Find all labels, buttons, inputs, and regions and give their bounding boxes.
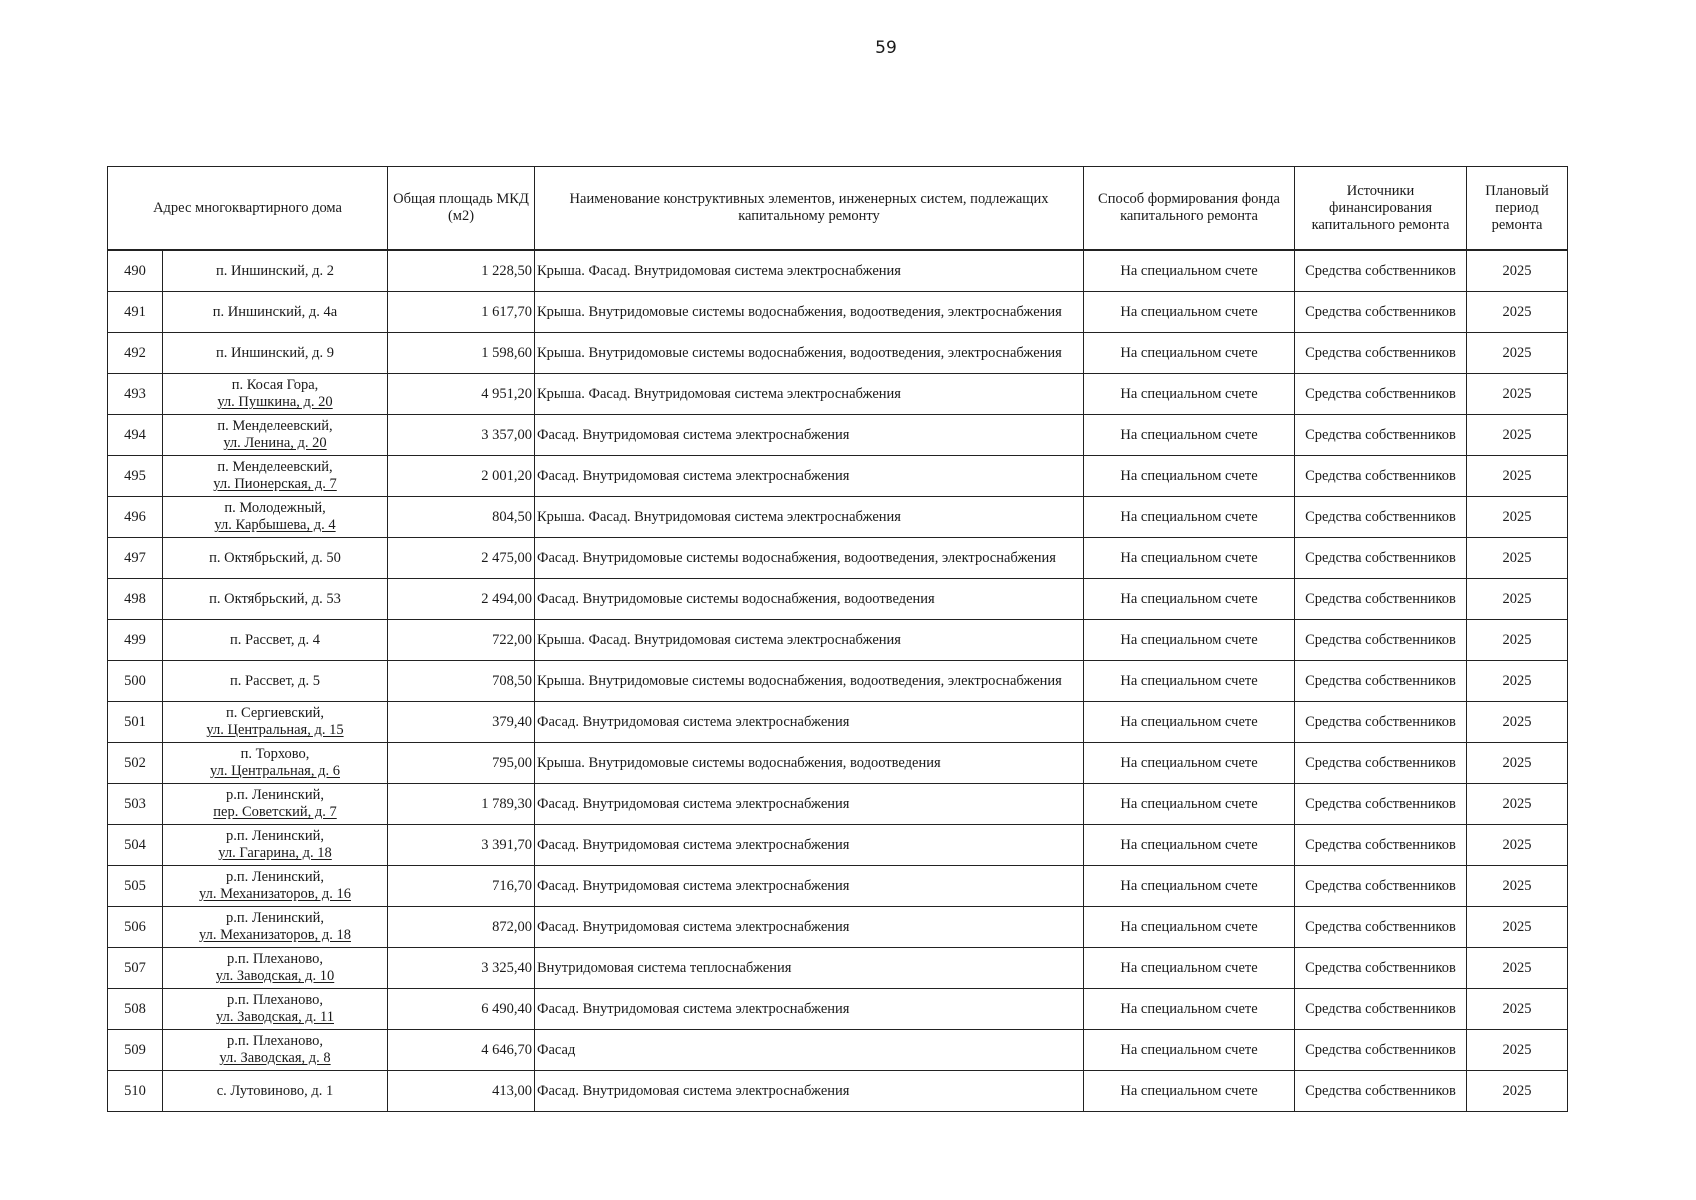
address-line-1: п. Иншинский, д. 9 [215, 344, 335, 361]
elements-cell [535, 456, 1084, 497]
period-cell: 2025 [1467, 456, 1568, 497]
method-cell: На специальном счете [1084, 497, 1295, 538]
area-cell: 3 325,40 [388, 948, 535, 989]
address-line-1: р.п. Ленинский, [226, 869, 324, 885]
elements-cell [535, 702, 1084, 743]
area-cell: 2 001,20 [388, 456, 535, 497]
source-cell: Средства собственников [1295, 250, 1467, 292]
area-cell: 379,40 [388, 702, 535, 743]
period-cell: 2025 [1467, 415, 1568, 456]
row-number: 496 [108, 497, 163, 538]
area-cell: 3 391,70 [388, 825, 535, 866]
area-cell: 1 617,70 [388, 292, 535, 333]
method-cell: На специальном счете [1084, 661, 1295, 702]
period-cell: 2025 [1467, 907, 1568, 948]
address-line-2: ул. Ленина, д. 20 [223, 435, 327, 451]
row-number: 501 [108, 702, 163, 743]
elements-text: Фасад. Внутридомовая система электроснабжения [537, 713, 850, 730]
elements-text: Фасад. Внутридомовая система электроснабжения [537, 1082, 850, 1099]
elements-text: Фасад. Внутридомовая система электроснабжения [537, 836, 850, 853]
elements-text: Крыша. Внутридомовые системы водоснабжения, водоотведения, электроснабжения [537, 303, 1062, 320]
address-line-1: п. Иншинский, д. 4а [212, 303, 338, 320]
address-cell [163, 743, 388, 784]
address-line-2: ул. Механизаторов, д. 18 [199, 927, 351, 943]
table-row [108, 825, 1568, 866]
address-cell [163, 374, 388, 415]
address-line-2: ул. Механизаторов, д. 16 [199, 886, 351, 902]
row-number: 502 [108, 743, 163, 784]
elements-cell [535, 579, 1084, 620]
row-number: 505 [108, 866, 163, 907]
address-line-1: п. Торхово, [240, 746, 310, 762]
source-cell: Средства собственников [1295, 784, 1467, 825]
table-row [108, 292, 1568, 333]
area-cell: 413,00 [388, 1071, 535, 1112]
area-cell: 2 494,00 [388, 579, 535, 620]
elements-cell [535, 907, 1084, 948]
address-line-2: ул. Пионерская, д. 7 [213, 476, 337, 492]
period-cell: 2025 [1467, 661, 1568, 702]
row-number: 504 [108, 825, 163, 866]
row-number: 490 [108, 250, 163, 292]
row-number: 500 [108, 661, 163, 702]
address-cell [163, 579, 388, 620]
address-cell [163, 250, 388, 292]
period-cell: 2025 [1467, 333, 1568, 374]
method-cell: На специальном счете [1084, 456, 1295, 497]
source-cell: Средства собственников [1295, 497, 1467, 538]
address-cell [163, 538, 388, 579]
table-row [108, 1071, 1568, 1112]
period-cell: 2025 [1467, 866, 1568, 907]
header-period: Плановый период ремонта [1467, 167, 1568, 251]
method-cell: На специальном счете [1084, 907, 1295, 948]
row-number: 509 [108, 1030, 163, 1071]
area-cell: 3 357,00 [388, 415, 535, 456]
elements-cell [535, 743, 1084, 784]
method-cell: На специальном счете [1084, 784, 1295, 825]
period-cell: 2025 [1467, 620, 1568, 661]
table-body [108, 250, 1568, 1112]
table-row [108, 948, 1568, 989]
table-row [108, 743, 1568, 784]
address-line-1: р.п. Плеханово, [227, 992, 323, 1008]
table-row [108, 784, 1568, 825]
area-cell: 716,70 [388, 866, 535, 907]
address-line-1: п. Октябрьский, д. 50 [209, 549, 341, 566]
area-cell: 4 951,20 [388, 374, 535, 415]
method-cell: На специальном счете [1084, 702, 1295, 743]
method-cell: На специальном счете [1084, 989, 1295, 1030]
source-cell: Средства собственников [1295, 333, 1467, 374]
elements-text: Крыша. Внутридомовые системы водоснабжения, водоотведения [537, 754, 941, 771]
area-cell: 722,00 [388, 620, 535, 661]
elements-text: Фасад. Внутридомовая система электроснабжения [537, 877, 850, 894]
address-cell [163, 1030, 388, 1071]
method-cell: На специальном счете [1084, 948, 1295, 989]
table-row [108, 333, 1568, 374]
address-line-2: ул. Центральная, д. 15 [206, 722, 344, 738]
method-cell: На специальном счете [1084, 250, 1295, 292]
elements-text: Фасад. Внутридомовая система электроснабжения [537, 1000, 850, 1017]
source-cell: Средства собственников [1295, 415, 1467, 456]
row-number: 506 [108, 907, 163, 948]
table-row [108, 250, 1568, 292]
elements-cell [535, 661, 1084, 702]
method-cell: На специальном счете [1084, 415, 1295, 456]
address-line-2: ул. Центральная, д. 6 [210, 763, 340, 779]
header-source: Источники финансирования капитального ремонта [1295, 167, 1467, 251]
address-line-1: п. Менделеевский, [217, 418, 333, 434]
header-area: Общая площадь МКД (м2) [388, 167, 535, 251]
period-cell: 2025 [1467, 497, 1568, 538]
address-cell [163, 456, 388, 497]
address-cell [163, 415, 388, 456]
address-line-2: ул. Гагарина, д. 18 [218, 845, 332, 861]
source-cell: Средства собственников [1295, 1071, 1467, 1112]
address-line-1: р.п. Ленинский, [226, 910, 324, 926]
source-cell: Средства собственников [1295, 292, 1467, 333]
address-cell [163, 292, 388, 333]
area-cell: 804,50 [388, 497, 535, 538]
period-cell: 2025 [1467, 374, 1568, 415]
address-line-1: п. Молодежный, [224, 500, 326, 516]
source-cell: Средства собственников [1295, 374, 1467, 415]
elements-cell [535, 620, 1084, 661]
elements-text: Крыша. Фасад. Внутридомовая система электроснабжения [537, 385, 901, 402]
elements-text: Крыша. Внутридомовые системы водоснабжения, водоотведения, электроснабжения [537, 344, 1062, 361]
method-cell: На специальном счете [1084, 1030, 1295, 1071]
row-number: 510 [108, 1071, 163, 1112]
elements-text: Крыша. Внутридомовые системы водоснабжения, водоотведения, электроснабжения [537, 672, 1062, 689]
method-cell: На специальном счете [1084, 825, 1295, 866]
method-cell: На специальном счете [1084, 866, 1295, 907]
elements-text: Фасад [537, 1041, 576, 1058]
method-cell: На специальном счете [1084, 743, 1295, 784]
row-number: 491 [108, 292, 163, 333]
row-number: 498 [108, 579, 163, 620]
elements-cell [535, 374, 1084, 415]
elements-text: Внутридомовая система теплоснабжения [537, 959, 792, 976]
address-cell [163, 661, 388, 702]
elements-text: Фасад. Внутридомовая система электроснабжения [537, 426, 850, 443]
elements-cell [535, 989, 1084, 1030]
period-cell: 2025 [1467, 538, 1568, 579]
source-cell: Средства собственников [1295, 538, 1467, 579]
table-row [108, 866, 1568, 907]
period-cell: 2025 [1467, 825, 1568, 866]
table-row [108, 661, 1568, 702]
method-cell: На специальном счете [1084, 579, 1295, 620]
period-cell: 2025 [1467, 1030, 1568, 1071]
area-cell: 6 490,40 [388, 989, 535, 1030]
row-number: 503 [108, 784, 163, 825]
table-row [108, 579, 1568, 620]
address-line-2: ул. Заводская, д. 10 [215, 968, 335, 984]
source-cell: Средства собственников [1295, 702, 1467, 743]
address-line-2: ул. Заводская, д. 11 [216, 1009, 334, 1025]
source-cell: Средства собственников [1295, 825, 1467, 866]
period-cell: 2025 [1467, 948, 1568, 989]
method-cell: На специальном счете [1084, 333, 1295, 374]
elements-text: Крыша. Фасад. Внутридомовая система электроснабжения [537, 631, 901, 648]
address-line-2: пер. Советский, д. 7 [213, 804, 337, 820]
elements-cell [535, 784, 1084, 825]
source-cell: Средства собственников [1295, 866, 1467, 907]
elements-text: Крыша. Фасад. Внутридомовая система электроснабжения [537, 508, 901, 525]
address-cell [163, 497, 388, 538]
address-line-1: р.п. Плеханово, [227, 951, 323, 967]
period-cell: 2025 [1467, 743, 1568, 784]
row-number: 499 [108, 620, 163, 661]
header-address: Адрес многоквартирного дома [108, 167, 388, 251]
address-cell [163, 948, 388, 989]
elements-text: Фасад. Внутридомовая система электроснабжения [537, 918, 850, 935]
table-row [108, 538, 1568, 579]
address-line-1: р.п. Ленинский, [226, 828, 324, 844]
elements-cell [535, 250, 1084, 292]
table-row [108, 620, 1568, 661]
area-cell: 1 228,50 [388, 250, 535, 292]
period-cell: 2025 [1467, 292, 1568, 333]
address-line-2: ул. Пушкина, д. 20 [217, 394, 333, 410]
header-elements: Наименование конструктивных элементов, инженерных систем, подлежащих капитальному ремонту [535, 167, 1084, 251]
row-number: 507 [108, 948, 163, 989]
source-cell: Средства собственников [1295, 907, 1467, 948]
row-number: 508 [108, 989, 163, 1030]
address-cell [163, 333, 388, 374]
elements-text: Фасад. Внутридомовая система электроснабжения [537, 467, 850, 484]
table-row [108, 1030, 1568, 1071]
elements-text: Фасад. Внутридомовая система электроснабжения [537, 795, 850, 812]
source-cell: Средства собственников [1295, 579, 1467, 620]
table-row [108, 702, 1568, 743]
elements-cell [535, 866, 1084, 907]
address-line-1: п. Октябрьский, д. 53 [209, 590, 341, 607]
elements-cell [535, 948, 1084, 989]
source-cell: Средства собственников [1295, 1030, 1467, 1071]
period-cell: 2025 [1467, 1071, 1568, 1112]
address-cell [163, 989, 388, 1030]
address-line-1: п. Рассвет, д. 4 [230, 631, 320, 648]
elements-text: Фасад. Внутридомовые системы водоснабжения, водоотведения, электроснабжения [537, 549, 1056, 566]
elements-text: Крыша. Фасад. Внутридомовая система электроснабжения [537, 262, 901, 279]
elements-cell [535, 415, 1084, 456]
table-row [108, 415, 1568, 456]
address-line-2: ул. Карбышева, д. 4 [214, 517, 336, 533]
area-cell: 1 789,30 [388, 784, 535, 825]
address-line-1: р.п. Плеханово, [227, 1033, 323, 1049]
elements-cell [535, 1030, 1084, 1071]
elements-text: Фасад. Внутридомовые системы водоснабжения, водоотведения [537, 590, 935, 607]
method-cell: На специальном счете [1084, 292, 1295, 333]
method-cell: На специальном счете [1084, 1071, 1295, 1112]
period-cell: 2025 [1467, 784, 1568, 825]
address-cell [163, 1071, 388, 1112]
row-number: 497 [108, 538, 163, 579]
table-header-row [108, 167, 1568, 251]
elements-cell [535, 333, 1084, 374]
table-row [108, 456, 1568, 497]
area-cell: 708,50 [388, 661, 535, 702]
method-cell: На специальном счете [1084, 620, 1295, 661]
table-row [108, 497, 1568, 538]
elements-cell [535, 1071, 1084, 1112]
source-cell: Средства собственников [1295, 743, 1467, 784]
elements-cell [535, 292, 1084, 333]
area-cell: 872,00 [388, 907, 535, 948]
address-cell [163, 825, 388, 866]
area-cell: 4 646,70 [388, 1030, 535, 1071]
source-cell: Средства собственников [1295, 456, 1467, 497]
row-number: 492 [108, 333, 163, 374]
address-line-1: п. Иншинский, д. 2 [215, 262, 335, 279]
address-line-2: ул. Заводская, д. 8 [219, 1050, 331, 1066]
header-method: Способ формирования фонда капитального ремонта [1084, 167, 1295, 251]
row-number: 494 [108, 415, 163, 456]
address-line-1: п. Менделеевский, [217, 459, 333, 475]
address-cell [163, 702, 388, 743]
area-cell: 795,00 [388, 743, 535, 784]
row-number: 495 [108, 456, 163, 497]
period-cell: 2025 [1467, 579, 1568, 620]
row-number: 493 [108, 374, 163, 415]
area-cell: 2 475,00 [388, 538, 535, 579]
source-cell: Средства собственников [1295, 948, 1467, 989]
table-row [108, 989, 1568, 1030]
repair-schedule-table [107, 166, 1568, 1112]
address-cell [163, 784, 388, 825]
elements-cell [535, 497, 1084, 538]
address-line-1: п. Рассвет, д. 5 [230, 672, 320, 689]
table-row [108, 907, 1568, 948]
elements-cell [535, 538, 1084, 579]
address-cell [163, 907, 388, 948]
elements-cell [535, 825, 1084, 866]
table-row [108, 374, 1568, 415]
address-line-1: с. Лутовиново, д. 1 [216, 1082, 334, 1099]
method-cell: На специальном счете [1084, 538, 1295, 579]
method-cell: На специальном счете [1084, 374, 1295, 415]
address-cell [163, 620, 388, 661]
area-cell: 1 598,60 [388, 333, 535, 374]
address-line-1: р.п. Ленинский, [226, 787, 324, 803]
source-cell: Средства собственников [1295, 661, 1467, 702]
source-cell: Средства собственников [1295, 989, 1467, 1030]
address-line-1: п. Сергиевский, [225, 705, 325, 721]
source-cell: Средства собственников [1295, 620, 1467, 661]
period-cell: 2025 [1467, 250, 1568, 292]
address-line-1: п. Косая Гора, [231, 377, 319, 393]
page-number: 59 [875, 38, 897, 58]
address-cell [163, 866, 388, 907]
period-cell: 2025 [1467, 989, 1568, 1030]
period-cell: 2025 [1467, 702, 1568, 743]
